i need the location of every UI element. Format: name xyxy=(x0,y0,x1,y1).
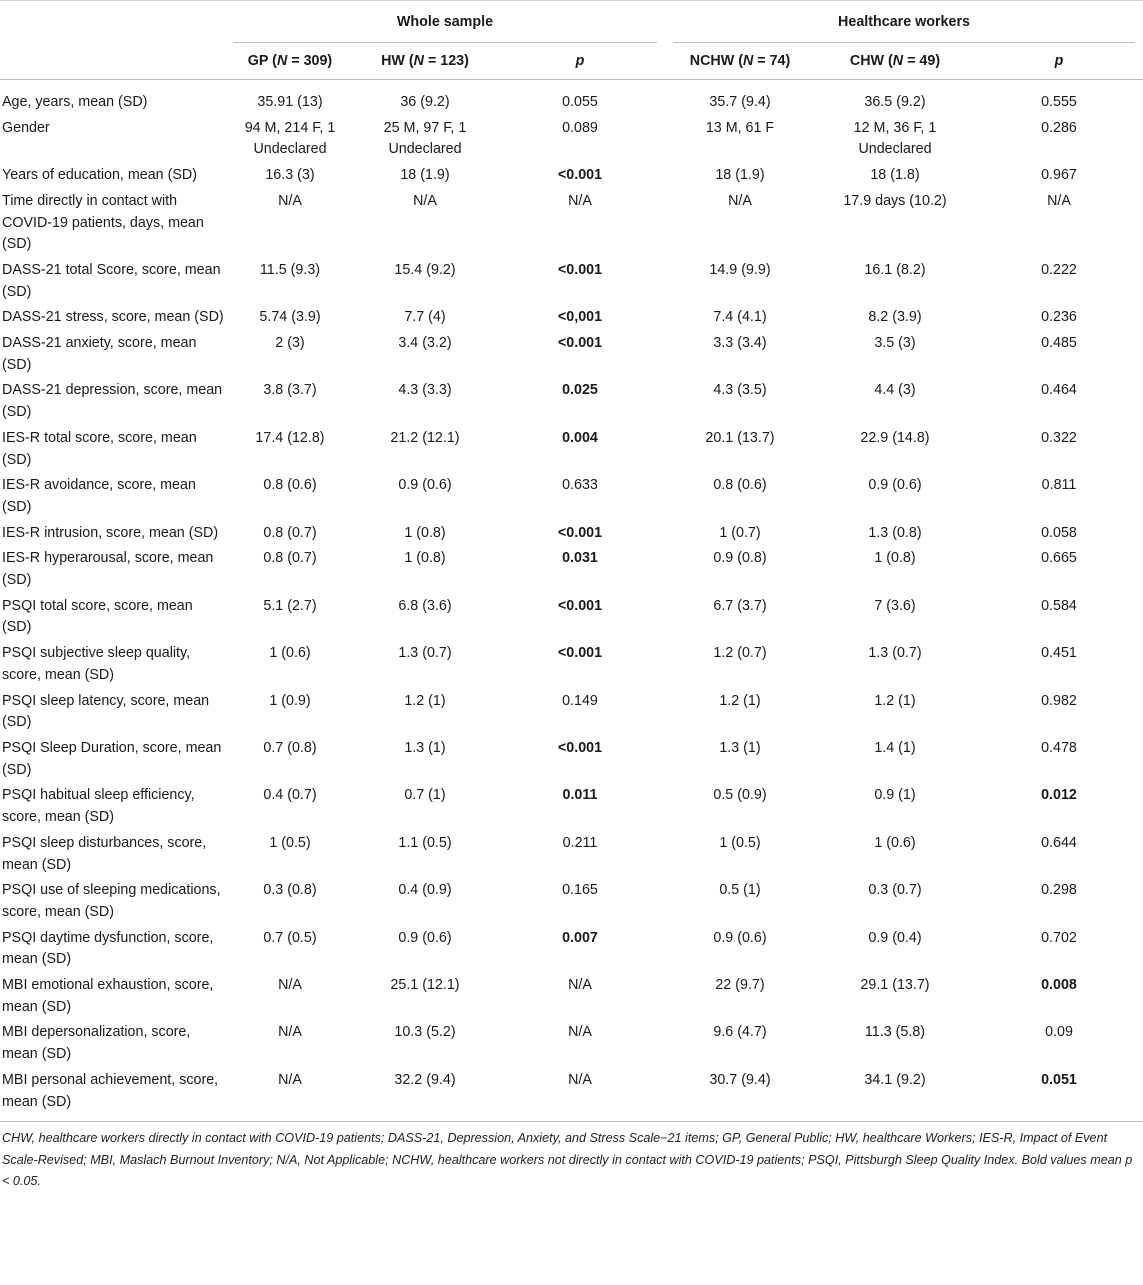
p-value-cell: 0.584 xyxy=(1041,597,1077,614)
value-cell: 4.3 (3.3) xyxy=(398,382,452,399)
value-cell: 29.1 (13.7) xyxy=(860,977,930,994)
p-value-cell: 0.008 xyxy=(1041,977,1077,994)
value-cell: 3.5 (3) xyxy=(874,335,916,352)
sample-size: 309 xyxy=(303,53,328,69)
table-row xyxy=(0,80,1143,118)
table-row xyxy=(0,165,1143,191)
row-label: Years of education, mean (SD) xyxy=(2,167,197,184)
row-label: Gender xyxy=(2,119,50,136)
value-cell: 1 (0.6) xyxy=(269,645,311,662)
value-cell: 0.8 (0.6) xyxy=(713,477,767,494)
value-cell: 1.2 (1) xyxy=(874,692,916,709)
value-cell: 32.2 (9.4) xyxy=(355,1070,495,1122)
table-footnote: CHW, healthcare workers directly in contact with COVID-19 patients; DASS-21, Depression, Anxiety, and Stress Scale−21 items; GP, General Public; HW, healthcare Workers; IES-R, Impact of Event Scale-Revised; MBI, Maslach Burnout Inventory; N/A, Not Applicable; NCHW, healthcare workers not directly in contact with COVID-19 patients; PSQI, Pittsburgh Sleep Quality Index. Bold values mean p < 0.05. xyxy=(2,1131,1133,1189)
column-header-row xyxy=(0,43,1143,80)
group-underline xyxy=(673,42,1135,43)
p-value-cell: 0.811 xyxy=(1041,477,1077,494)
value-cell: 0.8 (0.7) xyxy=(263,524,317,541)
row-label: IES-R total score, score, mean (SD) xyxy=(2,429,197,468)
row-label: DASS-21 depression, score, mean (SD) xyxy=(2,382,223,421)
p-value-cell: 0.236 xyxy=(1041,309,1077,326)
table-row xyxy=(0,975,1143,1022)
value-cell: 25.1 (12.1) xyxy=(390,977,460,994)
value-cell: N/A xyxy=(225,1070,355,1122)
value-cell: 0.9 (0.4) xyxy=(868,929,922,946)
p-value-cell: <0.001 xyxy=(557,597,603,614)
value-cell: 1.3 (0.7) xyxy=(398,645,452,662)
table-row xyxy=(0,118,1143,165)
p-value-cell: 0.031 xyxy=(562,550,598,567)
row-label: PSQI total score, score, mean (SD) xyxy=(2,597,193,636)
value-cell: 16.1 (8.2) xyxy=(864,261,926,278)
p-value-cell: 0.055 xyxy=(562,94,598,110)
p-value-cell: 0.211 xyxy=(562,834,598,851)
value-cell: N/A xyxy=(278,192,302,209)
group-header-label: Healthcare workers xyxy=(838,14,970,30)
table-row xyxy=(0,643,1143,690)
table-row xyxy=(0,548,1143,595)
p-value-cell: 0.149 xyxy=(562,692,598,709)
n-symbol: N xyxy=(276,53,288,69)
row-label: MBI depersonalization, score, mean (SD) xyxy=(2,1024,191,1063)
value-cell: 1 (0.9) xyxy=(269,692,311,709)
n-symbol: N xyxy=(413,53,424,69)
value-cell: 1.3 (1) xyxy=(404,739,446,756)
value-cell: 0.7 (0.8) xyxy=(263,739,317,756)
value-cell: 0.9 (0.8) xyxy=(713,550,767,567)
table-row xyxy=(0,333,1143,380)
table-row xyxy=(0,1022,1143,1069)
row-label: DASS-21 stress, score, mean (SD) xyxy=(2,309,224,326)
p-value-cell: 0.982 xyxy=(1041,692,1077,709)
group-abbrev: NCHW xyxy=(689,53,735,69)
row-label: DASS-21 total Score, score, mean (SD) xyxy=(2,261,221,300)
group-header-healthcare-workers xyxy=(665,1,1143,44)
value-cell: 2 (3) xyxy=(275,335,305,352)
p-value-column-header xyxy=(975,43,1143,80)
value-cell: 0.5 (0.9) xyxy=(713,787,767,804)
p-value-cell: N/A xyxy=(1047,192,1071,209)
value-cell: 1 (0.8) xyxy=(404,550,446,567)
value-cell: 7 (3.6) xyxy=(874,597,916,614)
sample-size: 123 xyxy=(440,53,465,69)
table-row xyxy=(0,380,1143,427)
value-cell: 1.3 (0.8) xyxy=(868,524,922,541)
column-header-hw: HW (N = 123) xyxy=(355,43,495,80)
value-cell: 0.3 (0.7) xyxy=(868,882,922,899)
value-cell: 7.7 (4) xyxy=(404,309,446,326)
p-value-cell: 0.464 xyxy=(1041,382,1077,399)
value-cell: 18 (1.9) xyxy=(715,167,765,184)
p-symbol: p xyxy=(575,53,585,69)
value-cell: 1 (0.6) xyxy=(874,834,916,851)
row-label: MBI personal achievement, score, mean (SD) xyxy=(0,1070,225,1122)
value-cell: 0.8 (0.7) xyxy=(263,550,317,567)
p-value-cell: <0.001 xyxy=(557,167,603,184)
group-header-label: Whole sample xyxy=(396,14,494,30)
p-value-cell: 0.007 xyxy=(562,929,598,946)
value-cell: N/A xyxy=(728,192,752,209)
value-cell: 0.9 (0.6) xyxy=(868,477,922,494)
p-value-cell: N/A xyxy=(495,1070,665,1122)
table-row xyxy=(0,691,1143,738)
value-cell: 1 (0.8) xyxy=(874,550,916,567)
value-cell: 0.9 (0.6) xyxy=(398,929,452,946)
p-value-cell: 0.222 xyxy=(1041,261,1077,278)
value-cell: 1.2 (1) xyxy=(404,692,446,709)
table-row xyxy=(0,523,1143,549)
group-underline xyxy=(233,42,657,43)
table-header xyxy=(0,1,1143,80)
p-value-column-header xyxy=(495,43,665,80)
value-cell: 0.9 (1) xyxy=(874,787,916,804)
value-cell: 0.5 (1) xyxy=(719,882,761,899)
row-label: PSQI daytime dysfunction, score, mean (SD) xyxy=(2,929,214,968)
row-label: PSQI Sleep Duration, score, mean (SD) xyxy=(2,739,222,778)
p-value-cell: 0.967 xyxy=(1041,167,1077,184)
value-cell: N/A xyxy=(413,192,437,209)
p-value-cell: 0.665 xyxy=(1041,550,1077,567)
group-header-row xyxy=(0,1,1143,44)
p-value-cell: 0.004 xyxy=(562,429,598,446)
value-cell: 0.4 (0.9) xyxy=(398,882,452,899)
group-abbrev: HW xyxy=(381,53,405,69)
group-abbrev: GP xyxy=(247,53,269,69)
value-cell: 6.7 (3.7) xyxy=(713,597,767,614)
row-label: IES-R hyperarousal, score, mean (SD) xyxy=(2,550,214,589)
value-cell: 4.3 (3.5) xyxy=(713,382,767,399)
row-label: PSQI use of sleeping medications, score, mean (SD) xyxy=(2,882,221,920)
value-cell: 7.4 (4.1) xyxy=(713,309,767,326)
p-value-cell: 0.09 xyxy=(1045,1024,1073,1041)
p-value-cell: <0.001 xyxy=(557,739,603,756)
column-header-gp: GP (N = 309) xyxy=(225,43,355,80)
value-cell: 10.3 (5.2) xyxy=(394,1024,456,1041)
n-symbol: N xyxy=(742,53,754,69)
value-cell: 35.7 (9.4) xyxy=(709,94,771,110)
value-cell: 17.9 days (10.2) xyxy=(843,192,947,209)
value-cell: 8.2 (3.9) xyxy=(868,309,922,326)
p-value-cell: 0.286 xyxy=(1041,119,1077,136)
value-cell: 17.4 (12.8) xyxy=(255,429,325,446)
n-symbol: N xyxy=(892,53,904,69)
value-cell: 1 (0.5) xyxy=(719,834,761,851)
table-row xyxy=(0,785,1143,832)
value-cell: 12 M, 36 F, 1 Undeclared xyxy=(853,119,937,158)
value-cell: 0.7 (1) xyxy=(404,787,446,804)
p-value-cell: <0.001 xyxy=(557,524,603,541)
table-row xyxy=(0,928,1143,975)
p-value-cell: 0.025 xyxy=(562,382,598,399)
p-symbol: p xyxy=(1054,53,1064,69)
corner-cell xyxy=(0,1,225,44)
value-cell: 1 (0.7) xyxy=(719,524,761,541)
table-row xyxy=(0,833,1143,880)
value-cell: 1.2 (0.7) xyxy=(713,645,767,662)
value-cell: 35.91 (13) xyxy=(257,94,323,110)
p-value-cell: <0.001 xyxy=(557,335,603,352)
p-value-cell: 0.012 xyxy=(1041,787,1077,804)
column-header-chw: CHW (N = 49) xyxy=(815,43,975,80)
p-value-cell: 0.478 xyxy=(1041,739,1077,756)
table-body xyxy=(0,80,1143,1122)
value-cell: 1 (0.5) xyxy=(269,834,311,851)
row-label: PSQI habitual sleep efficiency, score, mean (SD) xyxy=(2,787,195,826)
p-value-cell: 0.322 xyxy=(1041,429,1077,446)
p-value-cell: 0.555 xyxy=(1041,94,1077,110)
group-abbrev: CHW xyxy=(849,53,885,69)
row-label: PSQI subjective sleep quality, score, mean (SD) xyxy=(2,645,191,683)
label-column-header xyxy=(0,43,225,80)
value-cell: 11.3 (5.8) xyxy=(864,1024,926,1041)
value-cell: 3.3 (3.4) xyxy=(713,335,767,352)
table-row xyxy=(0,191,1143,260)
value-cell: 30.7 (9.4) xyxy=(665,1070,815,1122)
value-cell: 6.8 (3.6) xyxy=(398,597,452,614)
p-value-cell: N/A xyxy=(568,977,592,994)
value-cell: 1.1 (0.5) xyxy=(398,834,452,851)
p-value-cell: N/A xyxy=(568,192,592,209)
sample-size: 49 xyxy=(919,53,936,69)
value-cell: 94 M, 214 F, 1 Undeclared xyxy=(244,119,336,158)
value-cell: 36.5 (9.2) xyxy=(864,94,926,110)
p-value-cell: <0.001 xyxy=(557,261,603,278)
p-value-cell: 0.051 xyxy=(975,1070,1143,1122)
sample-size: 74 xyxy=(769,53,786,69)
row-label: DASS-21 anxiety, score, mean (SD) xyxy=(2,335,197,373)
table-row xyxy=(0,596,1143,643)
row-label: Time directly in contact with COVID-19 patients, days, mean (SD) xyxy=(2,192,204,253)
p-value-cell: 0.089 xyxy=(562,119,598,136)
row-label: PSQI sleep latency, score, mean (SD) xyxy=(2,692,210,731)
value-cell: 20.1 (13.7) xyxy=(705,429,775,446)
table-row xyxy=(0,1070,1143,1122)
value-cell: 13 M, 61 F xyxy=(705,119,775,136)
value-cell: 18 (1.9) xyxy=(400,167,450,184)
value-cell: 9.6 (4.7) xyxy=(713,1024,767,1041)
value-cell: 0.4 (0.7) xyxy=(263,787,317,804)
row-label: Age, years, mean (SD) xyxy=(2,94,148,110)
value-cell: 1.2 (1) xyxy=(719,692,761,709)
p-value-cell: <0.001 xyxy=(557,645,603,662)
p-value-cell: 0.451 xyxy=(1041,645,1077,662)
value-cell: 0.9 (0.6) xyxy=(713,929,767,946)
p-value-cell: 0.633 xyxy=(562,477,598,494)
value-cell: 1.3 (1) xyxy=(719,739,761,756)
table-row xyxy=(0,428,1143,475)
value-cell: 1.3 (0.7) xyxy=(868,645,922,662)
p-value-cell: 0.702 xyxy=(1041,929,1077,946)
value-cell: 4.4 (3) xyxy=(874,382,916,399)
p-value-cell: <0,001 xyxy=(557,309,603,326)
value-cell: 18 (1.8) xyxy=(870,167,920,184)
value-cell: 22.9 (14.8) xyxy=(860,429,930,446)
table-row xyxy=(0,738,1143,785)
table-row xyxy=(0,307,1143,333)
column-header-nchw: NCHW (N = 74) xyxy=(665,43,815,80)
table-row xyxy=(0,880,1143,927)
group-header-whole-sample xyxy=(225,1,665,44)
value-cell: 16.3 (3) xyxy=(265,167,315,184)
value-cell: 1.4 (1) xyxy=(874,739,916,756)
p-value-cell: 0.165 xyxy=(562,882,598,899)
value-cell: 0.3 (0.8) xyxy=(263,882,317,899)
value-cell: 15.4 (9.2) xyxy=(394,261,456,278)
value-cell: 0.9 (0.6) xyxy=(398,477,452,494)
row-label: IES-R intrusion, score, mean (SD) xyxy=(2,524,219,541)
p-value-cell: 0.298 xyxy=(1041,882,1077,899)
value-cell: 1 (0.8) xyxy=(404,524,446,541)
value-cell: N/A xyxy=(278,977,302,994)
value-cell: 0.7 (0.5) xyxy=(263,929,317,946)
row-label: IES-R avoidance, score, mean (SD) xyxy=(2,477,196,515)
table-row xyxy=(0,260,1143,307)
value-cell: 3.8 (3.7) xyxy=(263,382,317,399)
p-value-cell: 0.011 xyxy=(562,787,598,804)
value-cell: 36 (9.2) xyxy=(400,94,450,110)
table-row xyxy=(0,475,1143,522)
value-cell: 3.4 (3.2) xyxy=(398,335,452,352)
value-cell: 34.1 (9.2) xyxy=(815,1070,975,1122)
row-label: MBI emotional exhaustion, score, mean (SD) xyxy=(2,977,214,1015)
value-cell: 0.8 (0.6) xyxy=(263,477,317,494)
value-cell: 11.5 (9.3) xyxy=(259,261,321,278)
p-value-cell: 0.644 xyxy=(1041,834,1077,851)
p-value-cell: 0.485 xyxy=(1041,335,1077,352)
value-cell: 5.1 (2.7) xyxy=(263,597,317,614)
value-cell: 14.9 (9.9) xyxy=(709,261,771,278)
row-label: PSQI sleep disturbances, score, mean (SD) xyxy=(2,834,207,873)
p-value-cell: 0.058 xyxy=(1041,524,1077,541)
value-cell: 22 (9.7) xyxy=(715,977,765,994)
value-cell: 5.74 (3.9) xyxy=(259,309,321,326)
value-cell: 25 M, 97 F, 1 Undeclared xyxy=(383,119,467,158)
value-cell: 21.2 (12.1) xyxy=(390,429,460,446)
value-cell: N/A xyxy=(278,1024,302,1041)
p-value-cell: N/A xyxy=(568,1024,592,1041)
